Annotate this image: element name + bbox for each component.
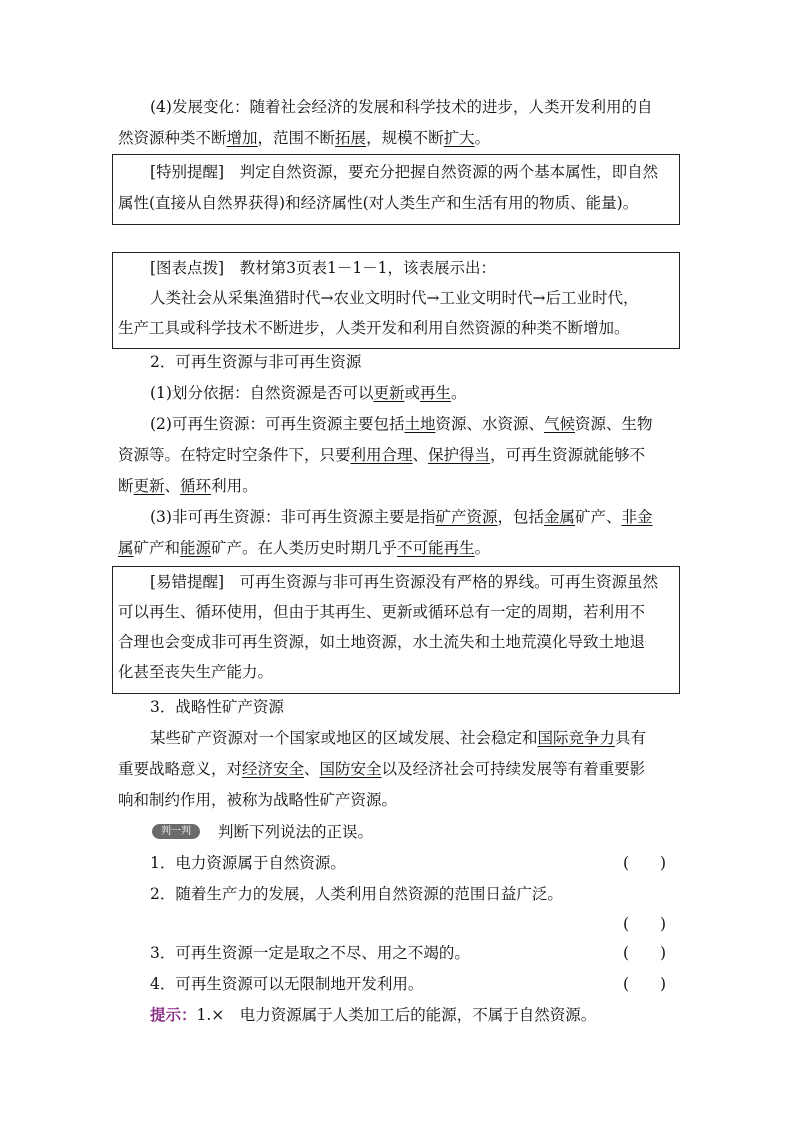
underlined-answer: 利用合理: [350, 446, 413, 464]
underlined-answer: 土地: [404, 415, 436, 433]
underlined-answer: 国防安全: [319, 760, 382, 778]
section-2-title: 2．可再生资源与非可再生资源: [150, 353, 362, 371]
answer-parentheses: ( ): [623, 975, 667, 993]
section-3-title: 3．战略性矿产资源: [150, 698, 284, 716]
para-development-line2: 然资源种类不断增加，范围不断拓展，规模不断扩大。: [118, 129, 491, 147]
underlined-answer: 更新: [373, 384, 405, 402]
error-reminder-line1: [易错提醒] 可再生资源与非可再生资源没有严格的界线。可再生资源虽然: [150, 573, 659, 591]
underlined-answer: 经济安全: [242, 760, 305, 778]
special-reminder-line1: [特别提醒] 判定自然资源，要充分把握自然资源的两个基本属性，即自然: [150, 163, 659, 181]
error-reminder-line4: 化甚至丧失生产能力。: [118, 663, 274, 681]
error-reminder-line2: 可以再生、循环使用，但由于其再生、更新或循环总有一定的周期，若利用不: [118, 603, 646, 621]
underlined-answer: 拓展: [335, 129, 367, 147]
para-renewable-line2: 资源等。在特定时空条件下，只要利用合理、保护得当，可再生资源就能够不: [118, 446, 646, 464]
judge-item-1: 1．电力资源属于自然资源。: [150, 854, 346, 872]
hint-line: [150, 1005, 596, 1025]
judge-item-3: 3．可再生资源一定是取之不尽、用之不竭的。: [150, 944, 470, 962]
special-reminder-line2: 属性(直接从自然界获得)和经济属性(对人类生产和生活有用的物质、能量)。: [118, 194, 639, 212]
underlined-answer: 矿产资源: [435, 508, 498, 526]
underlined-answer: 能源: [180, 539, 212, 557]
hint-text: 1.× 电力资源属于人类加工后的能源，不属于自然资源。: [196, 1006, 597, 1024]
para-strategic-line1: 某些矿产资源对一个国家或地区的区域发展、社会稳定和国际竞争力具有: [150, 729, 647, 747]
underlined-answer: 保护得当: [428, 446, 491, 464]
judge-badge: 判一判: [152, 824, 200, 839]
para-strategic-line2: 重要战略意义，对经济安全、国防安全以及经济社会可持续发展等有着重要影: [118, 760, 646, 778]
chart-tip-line3: 生产工具或科学技术不断进步，人类开发和利用自然资源的种类不断增加。: [118, 319, 630, 337]
para-renewable-line3: 断更新、循环利用。: [118, 477, 258, 495]
chart-tip-line2: 人类社会从采集渔猎时代→农业文明时代→工业文明时代→后工业时代，: [150, 289, 639, 307]
para-strategic-line3: 响和制约作用，被称为战略性矿产资源。: [118, 791, 398, 809]
para-renewable-line1: (2)可再生资源：可再生资源主要包括土地资源、水资源、气候资源、生物: [150, 415, 653, 433]
para-nonrenewable-line1: (3)非可再生资源：非可再生资源主要是指矿产资源，包括金属矿产、非金: [150, 508, 653, 526]
underlined-answer: 循环: [180, 477, 212, 495]
underlined-answer: 国际竞争力: [537, 729, 616, 747]
error-reminder-line3: 合理也会变成非可再生资源，如土地资源，水土流失和土地荒漠化导致土地退: [118, 633, 646, 651]
underlined-answer: 扩大: [443, 129, 475, 147]
answer-parentheses: ( ): [623, 944, 667, 962]
underlined-answer: 金属: [544, 508, 576, 526]
underlined-answer: 更新: [133, 477, 165, 495]
answer-parentheses: ( ): [623, 854, 667, 872]
para-development-line1: (4)发展变化：随着社会经济的发展和科学技术的进步，人类开发利用的自: [150, 98, 653, 116]
underlined-answer: 属: [118, 539, 134, 557]
para-nonrenewable-line2: 属矿产和能源矿产。在人类历史时期几乎不可能再生。: [118, 539, 491, 557]
underlined-answer: 不可能再生: [397, 539, 475, 557]
para-division-basis: (1)划分依据：自然资源是否可以更新或再生。: [150, 384, 467, 402]
answer-parentheses: ( ): [623, 915, 667, 933]
judge-item-4: 4．可再生资源可以无限制地开发利用。: [150, 975, 424, 993]
underlined-answer: 再生: [420, 384, 452, 402]
underlined-answer: 气候: [544, 415, 576, 433]
underlined-answer: 增加: [226, 129, 258, 147]
chart-tip-line1: [图表点拨] 教材第3页表1－1－1，该表展示出：: [150, 259, 497, 277]
judge-intro: 判断下列说法的正误。: [218, 823, 374, 841]
hint-label: 提示：: [150, 1005, 197, 1024]
judge-item-2: 2．随着生产力的发展，人类利用自然资源的范围日益广泛。: [150, 885, 563, 903]
underlined-answer: 非金: [621, 508, 653, 526]
